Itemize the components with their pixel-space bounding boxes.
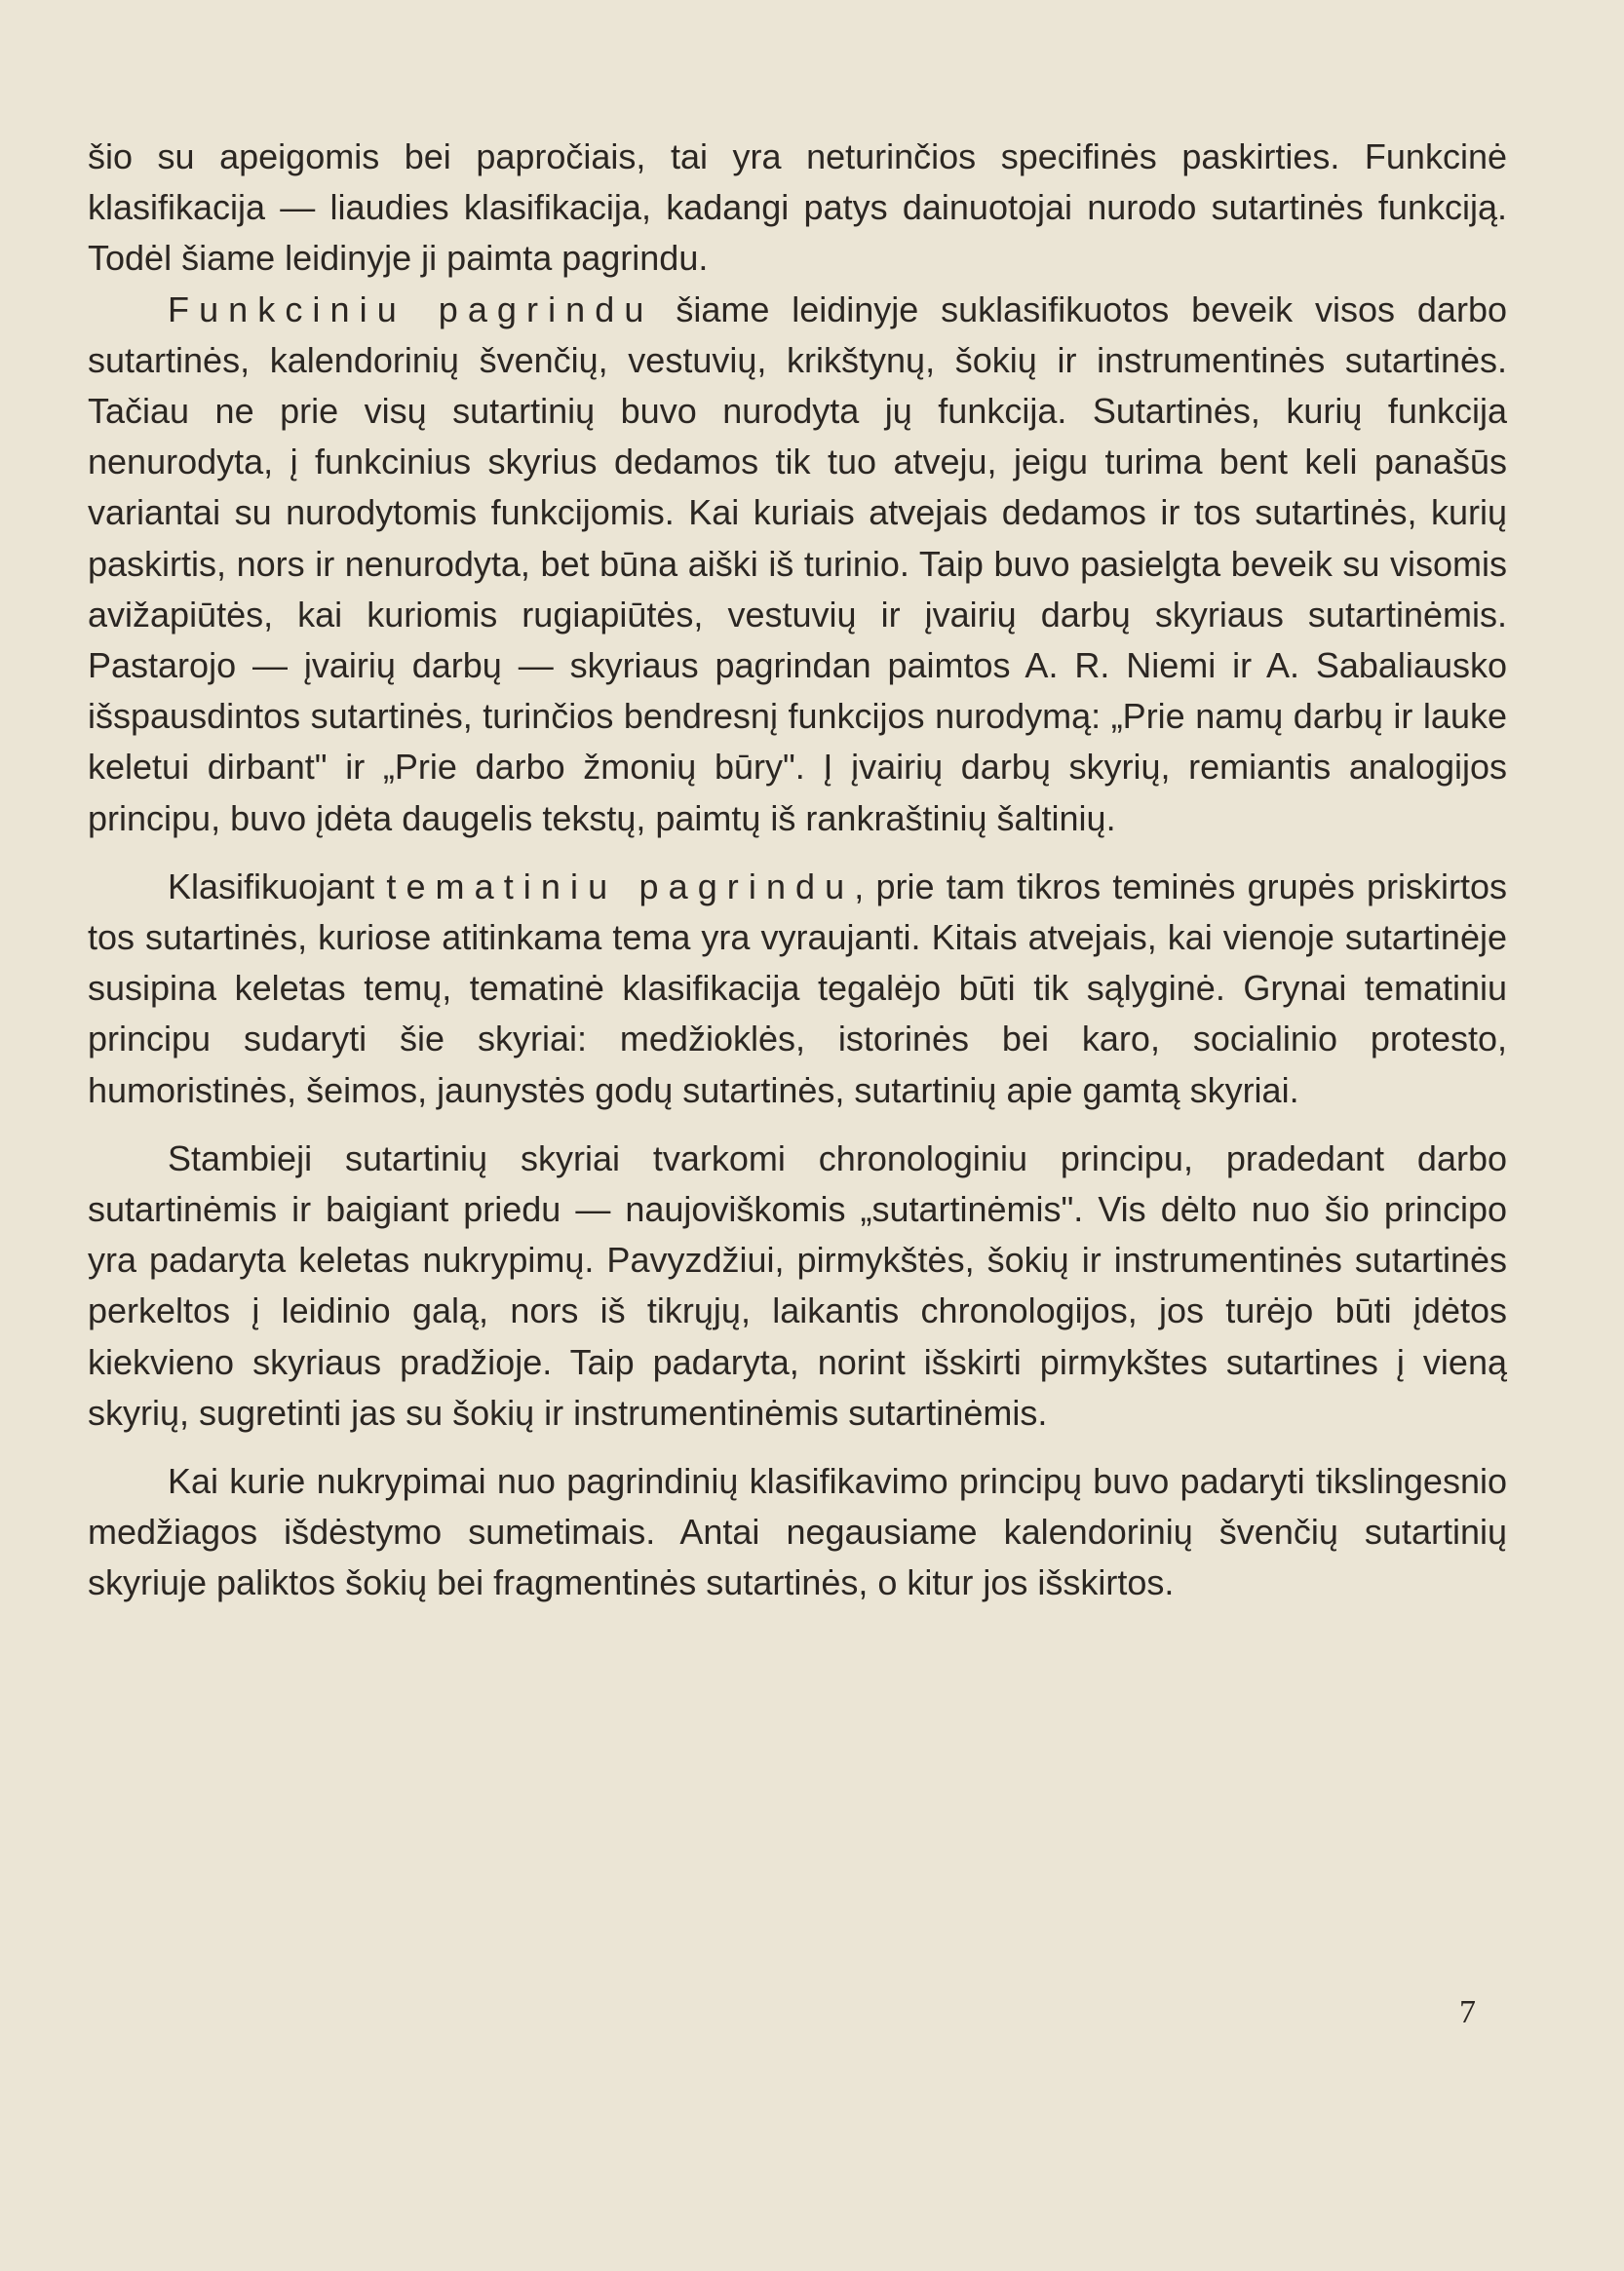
paragraph-5: Kai kurie nukrypimai nuo pagrindinių klasifikavimo principų buvo padaryti tikslingesnio medžiagos išdėstymo sumetimais. Antai negausiame kalendorinių švenčių sutartinių skyriuje paliktos šokių bei fragmentinės sutartinės, o kitur jos išskirtos. — [88, 1461, 1507, 1603]
paragraph-3-lead: Klasifikuojant — [168, 866, 387, 906]
emphasis-functional-basis: Funkciniu pagrindu — [168, 289, 654, 329]
body-text — [88, 132, 1507, 1609]
paragraph-3-text: , prie tam tikros teminės grupės priskirtos tos sutartinės, kuriose atitinkama tema yra vyraujanti. Kitais atvejais, kai vienoje sutartinėje susipina keletas temų, tematinė klasifikacija tegalėjo būti tik sąlyginė. Grynai tematiniu principu sudaryti šie skyriai: medžioklės, istorinės bei karo, socialinio protesto, humoristinės, šeimos, jaunystės godų sutartinės, sutartinių apie gamtą skyriai. — [88, 866, 1507, 1110]
paragraph-2-text: šiame leidinyje suklasifikuotos beveik visos darbo sutartinės, kalendorinių švenčių, vestuvių, krikštynų, šokių ir instrumentinės sutartinės. Tačiau ne prie visų sutartinių buvo nurodyta jų funkcija. Sutartinės, kurių funkcija nenurodyta, į funkcinius skyrius dedamos tik tuo atveju, jeigu turima bent keli panašūs variantai su nurodytomis funkcijomis. Kai kuriais atvejais dedamos ir tos sutartinės, kurių paskirtis, nors ir nenurodyta, bet būna aiški iš turinio. Taip buvo pasielgta beveik su visomis avižapiūtės, kai kuriomis rugiapiūtės, vestuvių ir įvairių darbų skyriaus sutartinėmis. Pastarojo — įvairių darbų — skyriaus pagrindan paimtos A. R. Niemi ir A. Sabaliausko išspausdintos sutartinės, turinčios bendresnį funkcijos nurodymą: „Prie namų darbų ir lauke keletui dirbant" ir „Prie darbo žmonių būry". Į įvairių darbų skyrių, remiantis analogijos principu, buvo įdėta daugelis tekstų, paimtų iš rankraštinių šaltinių. — [88, 289, 1507, 838]
paragraph-1: šio su apeigomis bei papročiais, tai yra neturinčios specifinės paskirties. Funkcinė klasifikacija — liaudies klasifikacija, kadangi patys dainuotojai nurodo sutartinės funkciją. Todėl šiame leidinyje ji paimta pagrindu. — [88, 136, 1507, 279]
paragraph-2 — [88, 285, 1507, 844]
paragraph-4: Stambieji sutartinių skyriai tvarkomi chronologiniu principu, pradedant darbo sutartinėmis ir baigiant priedu — naujoviškomis „sutartinėmis". Vis dėlto nuo šio principo yra padaryta keletas nukrypimų. Pavyzdžiui, pirmykštės, šokių ir instrumentinės sutartinės perkeltos į leidinio galą, nors iš tikrųjų, laikantis chronologijos, jos turėjo būti įdėtos kiekvieno skyriaus pradžioje. Taip padaryta, norint išskirti pirmykštes sutartines į vieną skyrių, sugretinti jas su šokių ir instrumentinėmis sutartinėmis. — [88, 1137, 1507, 1433]
emphasis-thematic-basis: tematiniu pagrindu — [386, 866, 855, 906]
paragraph-3 — [88, 862, 1507, 1116]
page-number: 7 — [1459, 1994, 1476, 2030]
